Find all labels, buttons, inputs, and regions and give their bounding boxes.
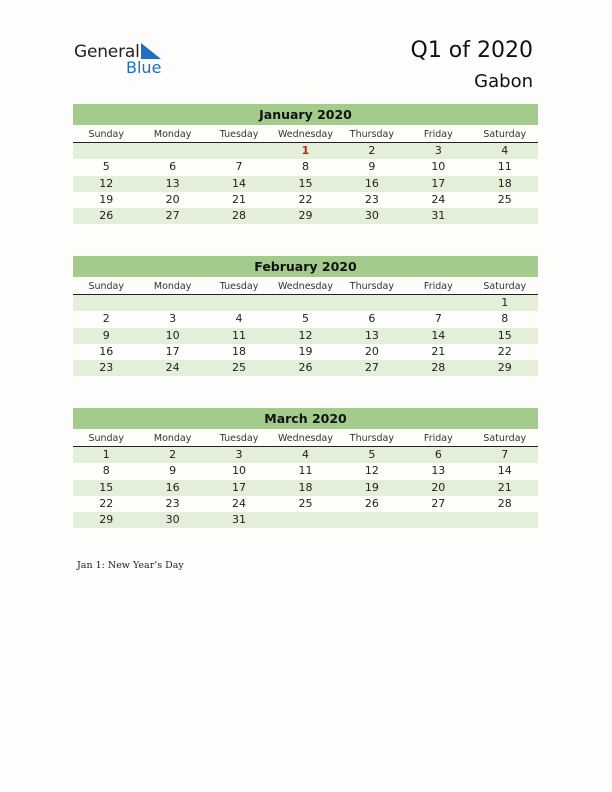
date-cell: 10 bbox=[232, 464, 247, 478]
weekday-label: Sunday bbox=[88, 281, 124, 292]
date-cell bbox=[206, 143, 272, 159]
date-cell: 8 bbox=[501, 312, 509, 326]
date-cell: 9 bbox=[169, 464, 177, 478]
week-row bbox=[73, 512, 538, 528]
date-cell bbox=[339, 512, 405, 528]
week-row bbox=[73, 480, 538, 496]
date-cell: 8 bbox=[102, 464, 110, 478]
date-cell: 3 bbox=[169, 312, 177, 326]
date-cell: 2 bbox=[368, 144, 376, 157]
week-row bbox=[73, 159, 538, 175]
date-cell bbox=[272, 512, 338, 528]
weekday-label: Monday bbox=[153, 129, 192, 140]
date-cell: 10 bbox=[431, 160, 446, 174]
weekday-label: Saturday bbox=[483, 281, 527, 292]
weekday-label: Friday bbox=[423, 281, 453, 292]
date-cell bbox=[472, 208, 538, 224]
date-cell: 26 bbox=[99, 209, 114, 223]
date-cell: 20 bbox=[431, 480, 446, 494]
date-cell: 4 bbox=[301, 448, 309, 461]
week-row bbox=[73, 295, 538, 311]
weekday-header-row bbox=[73, 127, 538, 143]
date-cell: 16 bbox=[99, 344, 114, 358]
date-cell: 26 bbox=[298, 361, 313, 375]
date-cell: 28 bbox=[497, 496, 512, 510]
date-cell: 2 bbox=[169, 448, 177, 461]
week-row bbox=[73, 208, 538, 224]
weekday-label: Friday bbox=[423, 433, 453, 444]
date-cell: 5 bbox=[368, 448, 376, 461]
weekday-label: Tuesday bbox=[219, 129, 259, 140]
weekday-label: Sunday bbox=[88, 433, 124, 444]
date-cell: 23 bbox=[364, 192, 379, 206]
logo-word-blue: Blue bbox=[126, 58, 162, 77]
weekday-label: Thursday bbox=[349, 433, 394, 444]
date-cell: 28 bbox=[232, 209, 247, 223]
date-cell: 25 bbox=[497, 192, 512, 206]
date-cell: 9 bbox=[102, 328, 110, 342]
week-row bbox=[73, 360, 538, 376]
date-cell bbox=[206, 295, 272, 311]
date-cell: 27 bbox=[165, 209, 180, 223]
date-cell: 12 bbox=[364, 464, 379, 478]
date-cell: 13 bbox=[165, 176, 180, 190]
week-row bbox=[73, 311, 538, 327]
date-cell: 19 bbox=[364, 480, 379, 494]
date-cell: 22 bbox=[298, 192, 313, 206]
date-cell bbox=[139, 143, 205, 159]
weekday-label: Monday bbox=[153, 281, 192, 292]
date-cell: 30 bbox=[364, 209, 379, 223]
date-cell: 31 bbox=[431, 209, 446, 223]
date-cell: 25 bbox=[298, 496, 313, 510]
date-cell: 17 bbox=[165, 344, 180, 358]
date-cell: 10 bbox=[165, 328, 180, 342]
date-cell: 19 bbox=[298, 344, 313, 358]
weekday-label: Tuesday bbox=[219, 433, 259, 444]
date-cell: 27 bbox=[431, 496, 446, 510]
date-cell: 3 bbox=[235, 448, 243, 461]
date-cell: 6 bbox=[368, 312, 376, 326]
date-cell: 21 bbox=[232, 192, 247, 206]
month-header: January 2020 bbox=[73, 104, 538, 125]
month-calendar-january bbox=[73, 104, 538, 224]
weekday-label: Saturday bbox=[483, 433, 527, 444]
date-cell: 14 bbox=[232, 176, 247, 190]
weekday-label: Saturday bbox=[483, 129, 527, 140]
date-cell: 17 bbox=[431, 176, 446, 190]
weekday-label: Thursday bbox=[349, 281, 394, 292]
date-cell: 15 bbox=[497, 328, 512, 342]
date-cell: 22 bbox=[99, 496, 114, 510]
date-cell: 15 bbox=[99, 480, 114, 494]
date-cell bbox=[472, 512, 538, 528]
date-cell: 6 bbox=[434, 448, 442, 461]
week-row bbox=[73, 496, 538, 512]
weekday-label: Thursday bbox=[349, 129, 394, 140]
date-cell bbox=[139, 295, 205, 311]
date-cell: 7 bbox=[434, 312, 442, 326]
holiday-date-cell: 1 bbox=[301, 144, 310, 157]
weekday-label: Wednesday bbox=[277, 281, 333, 292]
date-cell: 24 bbox=[431, 192, 446, 206]
weekday-header-row bbox=[73, 431, 538, 447]
date-cell: 11 bbox=[497, 160, 512, 174]
date-cell: 18 bbox=[497, 176, 512, 190]
week-row bbox=[73, 463, 538, 479]
month-calendar-march bbox=[73, 408, 538, 528]
date-cell bbox=[73, 295, 139, 311]
month-calendar-february bbox=[73, 256, 538, 376]
date-cell: 1 bbox=[102, 448, 110, 461]
date-cell: 6 bbox=[169, 160, 177, 174]
date-cell: 11 bbox=[298, 464, 313, 478]
country-name: Gabon bbox=[474, 71, 533, 92]
date-cell: 28 bbox=[431, 361, 446, 375]
date-cell: 20 bbox=[364, 344, 379, 358]
date-cell bbox=[339, 295, 405, 311]
date-cell: 1 bbox=[501, 296, 509, 309]
date-cell: 2 bbox=[102, 312, 110, 326]
date-cell: 23 bbox=[165, 496, 180, 510]
date-cell bbox=[405, 295, 471, 311]
date-cell: 25 bbox=[232, 361, 247, 375]
date-cell: 18 bbox=[232, 344, 247, 358]
date-cell: 15 bbox=[298, 176, 313, 190]
date-cell: 9 bbox=[368, 160, 376, 174]
date-cell bbox=[405, 512, 471, 528]
weekday-header-row bbox=[73, 279, 538, 295]
logo-flag-icon bbox=[141, 43, 163, 59]
date-cell: 13 bbox=[431, 464, 446, 478]
date-cell: 13 bbox=[364, 328, 379, 342]
weekday-label: Monday bbox=[153, 433, 192, 444]
date-cell: 17 bbox=[232, 480, 247, 494]
date-cell: 29 bbox=[298, 209, 313, 223]
week-row bbox=[73, 176, 538, 192]
week-row bbox=[73, 344, 538, 360]
date-cell: 3 bbox=[434, 144, 442, 157]
date-cell: 4 bbox=[501, 144, 509, 157]
date-cell: 14 bbox=[497, 464, 512, 478]
logo-word-general: General bbox=[74, 42, 140, 62]
week-row bbox=[73, 328, 538, 344]
date-cell: 12 bbox=[298, 328, 313, 342]
date-cell: 16 bbox=[364, 176, 379, 190]
month-header: February 2020 bbox=[73, 256, 538, 277]
holiday-notes bbox=[77, 560, 184, 571]
date-cell bbox=[272, 295, 338, 311]
holiday-note: Jan 1: New Year’s Day bbox=[77, 560, 184, 571]
weekday-label: Wednesday bbox=[277, 129, 333, 140]
date-cell: 16 bbox=[165, 480, 180, 494]
date-cell: 20 bbox=[165, 192, 180, 206]
date-cell: 24 bbox=[165, 361, 180, 375]
date-cell: 26 bbox=[364, 496, 379, 510]
logo bbox=[74, 42, 174, 76]
date-cell: 27 bbox=[364, 361, 379, 375]
date-cell bbox=[73, 143, 139, 159]
week-row bbox=[73, 143, 538, 159]
date-cell: 29 bbox=[99, 513, 114, 527]
date-cell: 30 bbox=[165, 513, 180, 527]
date-cell: 11 bbox=[232, 328, 247, 342]
page-title: Q1 of 2020 bbox=[410, 38, 533, 63]
weekday-label: Tuesday bbox=[219, 281, 259, 292]
month-header: March 2020 bbox=[73, 408, 538, 429]
date-cell: 5 bbox=[301, 312, 309, 326]
weekday-label: Wednesday bbox=[277, 433, 333, 444]
date-cell: 7 bbox=[501, 448, 509, 461]
date-cell: 23 bbox=[99, 361, 114, 375]
date-cell: 5 bbox=[102, 160, 110, 174]
date-cell: 12 bbox=[99, 176, 114, 190]
date-cell: 18 bbox=[298, 480, 313, 494]
date-cell: 4 bbox=[235, 312, 243, 326]
date-cell: 31 bbox=[232, 513, 247, 527]
date-cell: 19 bbox=[99, 192, 114, 206]
date-cell: 8 bbox=[301, 160, 309, 174]
date-cell: 24 bbox=[232, 496, 247, 510]
weekday-label: Friday bbox=[423, 129, 453, 140]
date-cell: 22 bbox=[497, 344, 512, 358]
date-cell: 29 bbox=[497, 361, 512, 375]
date-cell: 14 bbox=[431, 328, 446, 342]
date-cell: 21 bbox=[497, 480, 512, 494]
date-cell: 7 bbox=[235, 160, 243, 174]
week-row bbox=[73, 192, 538, 208]
weekday-label: Sunday bbox=[88, 129, 124, 140]
date-cell: 21 bbox=[431, 344, 446, 358]
week-row bbox=[73, 447, 538, 463]
